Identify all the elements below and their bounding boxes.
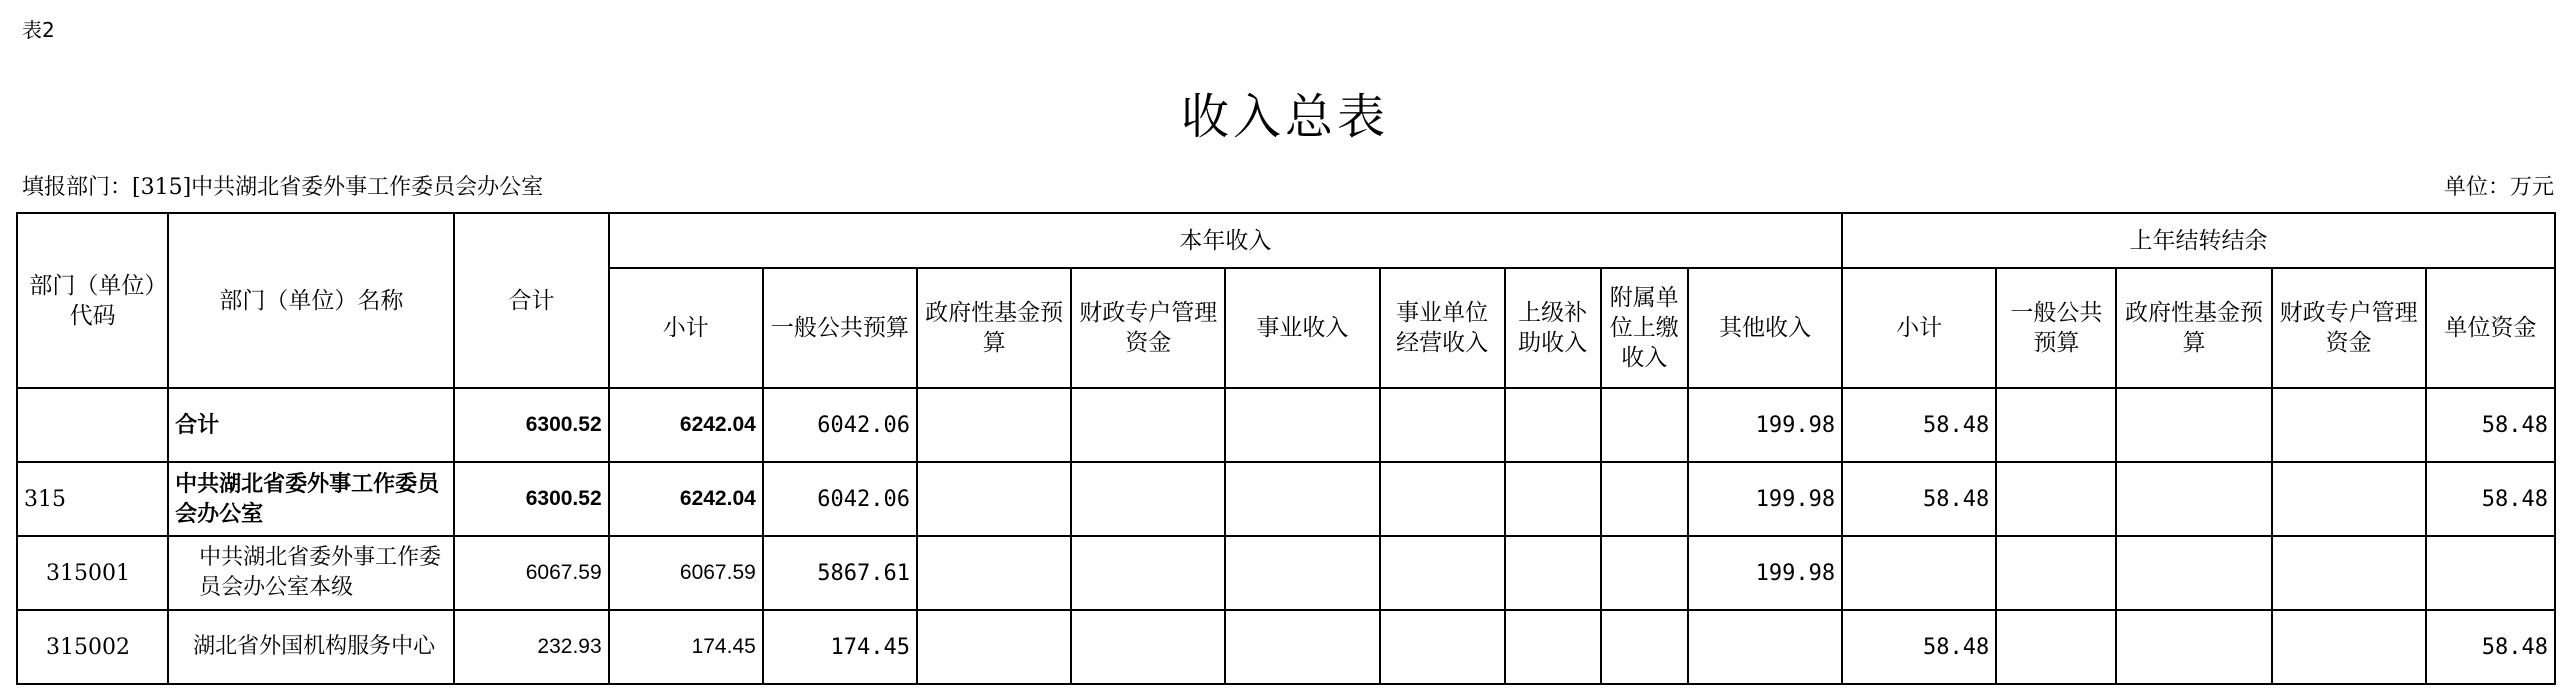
cell-cy-op bbox=[1380, 610, 1505, 684]
header-cy-col: 一般公共预算 bbox=[763, 268, 917, 388]
header-prior-year: 上年结转结余 bbox=[1842, 213, 2555, 268]
cell-cy-aff bbox=[1601, 462, 1688, 536]
cell-cy-other: 199.98 bbox=[1688, 388, 1842, 462]
header-py-col: 一般公共预算 bbox=[1996, 268, 2116, 388]
header-current-year: 本年收入 bbox=[609, 213, 1842, 268]
cell-py-subtotal: 58.48 bbox=[1842, 462, 1996, 536]
cell-py-fin bbox=[2272, 610, 2426, 684]
page-title: 收入总表 bbox=[1180, 89, 1389, 145]
cell-cy-up bbox=[1505, 462, 1601, 536]
cell-cy-up bbox=[1505, 388, 1601, 462]
cell-py-fund bbox=[2116, 462, 2271, 536]
cell-py-unit: 58.48 bbox=[2426, 388, 2555, 462]
cell-total: 6067.59 bbox=[454, 536, 608, 610]
cell-cy-subtotal: 6067.59 bbox=[609, 536, 763, 610]
header-cy-col: 上级补助收入 bbox=[1505, 268, 1601, 388]
cell-cy-fund bbox=[917, 388, 1071, 462]
table-row bbox=[17, 462, 2555, 536]
header-code: 部门（单位）代码 bbox=[17, 213, 168, 388]
cell-cy-op bbox=[1380, 462, 1505, 536]
table-number: 表2 bbox=[22, 18, 55, 42]
cell-py-general bbox=[1996, 388, 2116, 462]
cell-cy-general: 5867.61 bbox=[763, 536, 917, 610]
cell-cy-fund bbox=[917, 536, 1071, 610]
header-py-col: 小计 bbox=[1842, 268, 1996, 388]
cell-py-subtotal bbox=[1842, 536, 1996, 610]
cell-cy-fin bbox=[1071, 536, 1225, 610]
unit-label: 单位：万元 bbox=[2443, 175, 2554, 200]
cell-cy-aff bbox=[1601, 610, 1688, 684]
income-summary-table bbox=[16, 212, 2556, 685]
header-cy-col: 财政专户管理资金 bbox=[1071, 268, 1225, 388]
cell-name: 合计 bbox=[168, 388, 454, 462]
table-row bbox=[17, 610, 2555, 684]
cell-cy-fin bbox=[1071, 462, 1225, 536]
header-py-col: 财政专户管理资金 bbox=[2272, 268, 2426, 388]
cell-cy-biz bbox=[1225, 462, 1379, 536]
cell-py-general bbox=[1996, 610, 2116, 684]
cell-cy-general: 6042.06 bbox=[763, 388, 917, 462]
table-row bbox=[17, 536, 2555, 610]
cell-py-fin bbox=[2272, 462, 2426, 536]
reporting-department: 填报部门：[315]中共湖北省委外事工作委员会办公室 bbox=[22, 175, 544, 200]
cell-cy-up bbox=[1505, 610, 1601, 684]
cell-cy-subtotal: 6242.04 bbox=[609, 462, 763, 536]
cell-name: 中共湖北省委外事工作委员会办公室 bbox=[168, 462, 454, 536]
header-py-col: 政府性基金预算 bbox=[2116, 268, 2271, 388]
cell-code: 315 bbox=[17, 462, 168, 536]
cell-cy-other bbox=[1688, 610, 1842, 684]
header-py-col: 单位资金 bbox=[2426, 268, 2555, 388]
header-total: 合计 bbox=[454, 213, 608, 388]
cell-py-fund bbox=[2116, 388, 2271, 462]
table-row bbox=[17, 388, 2555, 462]
cell-code: 315001 bbox=[17, 536, 168, 610]
cell-py-fin bbox=[2272, 536, 2426, 610]
cell-py-unit: 58.48 bbox=[2426, 462, 2555, 536]
cell-total: 232.93 bbox=[454, 610, 608, 684]
header-cy-col: 事业收入 bbox=[1225, 268, 1379, 388]
cell-cy-aff bbox=[1601, 536, 1688, 610]
cell-cy-op bbox=[1380, 536, 1505, 610]
cell-py-unit bbox=[2426, 536, 2555, 610]
cell-cy-subtotal: 174.45 bbox=[609, 610, 763, 684]
cell-total: 6300.52 bbox=[454, 388, 608, 462]
cell-cy-aff bbox=[1601, 388, 1688, 462]
cell-cy-fund bbox=[917, 610, 1071, 684]
cell-cy-fin bbox=[1071, 610, 1225, 684]
cell-cy-biz bbox=[1225, 536, 1379, 610]
cell-cy-fin bbox=[1071, 388, 1225, 462]
cell-py-unit: 58.48 bbox=[2426, 610, 2555, 684]
cell-py-fund bbox=[2116, 610, 2271, 684]
header-cy-col: 政府性基金预算 bbox=[917, 268, 1071, 388]
cell-py-subtotal: 58.48 bbox=[1842, 610, 1996, 684]
header-row-1 bbox=[17, 213, 2555, 268]
header-cy-col: 事业单位经营收入 bbox=[1380, 268, 1505, 388]
cell-cy-subtotal: 6242.04 bbox=[609, 388, 763, 462]
cell-py-general bbox=[1996, 462, 2116, 536]
cell-cy-general: 174.45 bbox=[763, 610, 917, 684]
cell-cy-op bbox=[1380, 388, 1505, 462]
cell-cy-biz bbox=[1225, 610, 1379, 684]
cell-py-subtotal: 58.48 bbox=[1842, 388, 1996, 462]
cell-total: 6300.52 bbox=[454, 462, 608, 536]
header-cy-col: 附属单位上缴收入 bbox=[1601, 268, 1688, 388]
cell-name: 湖北省外国机构服务中心 bbox=[168, 610, 454, 684]
cell-cy-fund bbox=[917, 462, 1071, 536]
header-cy-col: 其他收入 bbox=[1688, 268, 1842, 388]
cell-name: 中共湖北省委外事工作委员会办公室本级 bbox=[168, 536, 454, 610]
header-cy-col: 小计 bbox=[609, 268, 763, 388]
cell-py-general bbox=[1996, 536, 2116, 610]
cell-cy-other: 199.98 bbox=[1688, 462, 1842, 536]
cell-py-fund bbox=[2116, 536, 2271, 610]
cell-cy-other: 199.98 bbox=[1688, 536, 1842, 610]
cell-code: 315002 bbox=[17, 610, 168, 684]
cell-cy-general: 6042.06 bbox=[763, 462, 917, 536]
cell-py-fin bbox=[2272, 388, 2426, 462]
cell-code bbox=[17, 388, 168, 462]
header-name: 部门（单位）名称 bbox=[168, 213, 454, 388]
cell-cy-up bbox=[1505, 536, 1601, 610]
cell-cy-biz bbox=[1225, 388, 1379, 462]
